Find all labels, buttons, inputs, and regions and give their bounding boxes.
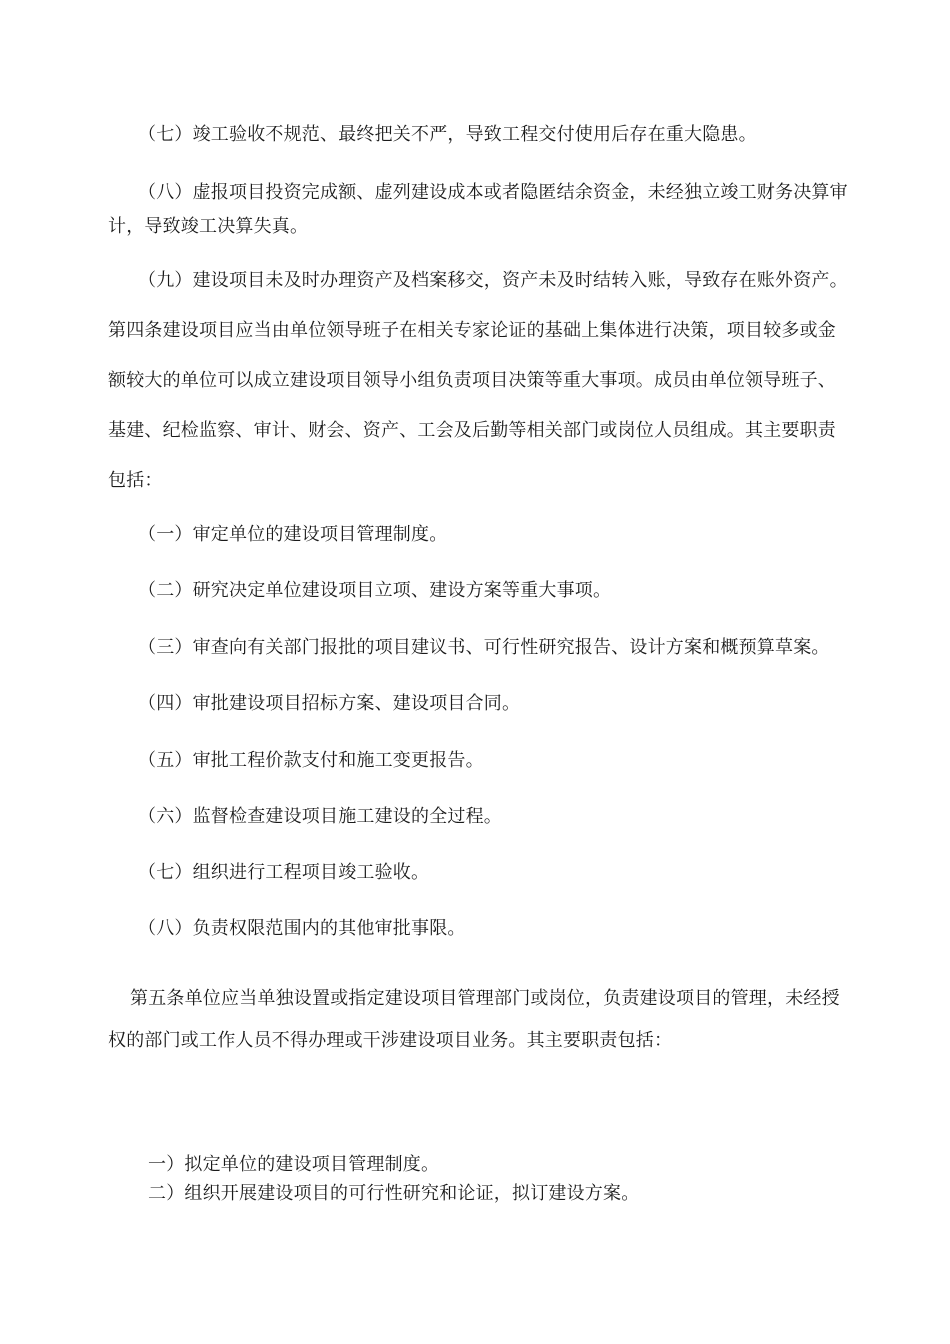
article-4-line-2: 额较大的单位可以成立建设项目领导小组负责项目决策等重大事项。成员由单位领导班子、 — [108, 370, 836, 391]
article-4-line-1: 第四条建设项目应当由单位领导班子在相关专家论证的基础上集体进行决策，项目较多或金 — [108, 320, 836, 341]
article-5-line-2: 权的部门或工作人员不得办理或干涉建设项目业务。其主要职责包括： — [108, 1030, 673, 1051]
article-4-item-8: （八）负责权限范围内的其他审批事限。 — [138, 918, 466, 939]
article-4-line-4: 包括： — [108, 470, 163, 491]
article-4-item-6: （六）监督检查建设项目施工建设的全过程。 — [138, 806, 502, 827]
clause-7-line-1: （七）竣工验收不规范、最终把关不严，导致工程交付使用后存在重大隐患。 — [138, 124, 757, 145]
article-4-item-2: （二）研究决定单位建设项目立项、建设方案等重大事项。 — [138, 580, 612, 601]
article-5-item-2: 二）组织开展建设项目的可行性研究和论证，拟订建设方案。 — [148, 1183, 640, 1204]
clause-9-line-1: （九）建设项目未及时办理资产及档案移交，资产未及时结转入账，导致存在账外资产。 — [138, 270, 848, 291]
article-5-line-1: 第五条单位应当单独设置或指定建设项目管理部门或岗位，负责建设项目的管理，未经授 — [130, 988, 840, 1009]
article-5-item-1: 一）拟定单位的建设项目管理制度。 — [148, 1154, 440, 1175]
article-4-item-7: （七）组织进行工程项目竣工验收。 — [138, 862, 430, 883]
article-4-item-3: （三）审查向有关部门报批的项目建议书、可行性研究报告、设计方案和概预算草案。 — [138, 637, 830, 658]
article-4-item-1: （一）审定单位的建设项目管理制度。 — [138, 524, 448, 545]
clause-8-line-2: 计，导致竣工决算失真。 — [108, 216, 309, 237]
article-4-line-3: 基建、纪检监察、审计、财会、资产、工会及后勤等相关部门或岗位人员组成。其主要职责 — [108, 420, 836, 441]
article-4-item-5: （五）审批工程价款支付和施工变更报告。 — [138, 750, 484, 771]
article-4-item-4: （四）审批建设项目招标方案、建设项目合同。 — [138, 693, 521, 714]
clause-8-line-1: （八）虚报项目投资完成额、虚列建设成本或者隐匿结余资金，未经独立竣工财务决算审 — [138, 182, 848, 203]
